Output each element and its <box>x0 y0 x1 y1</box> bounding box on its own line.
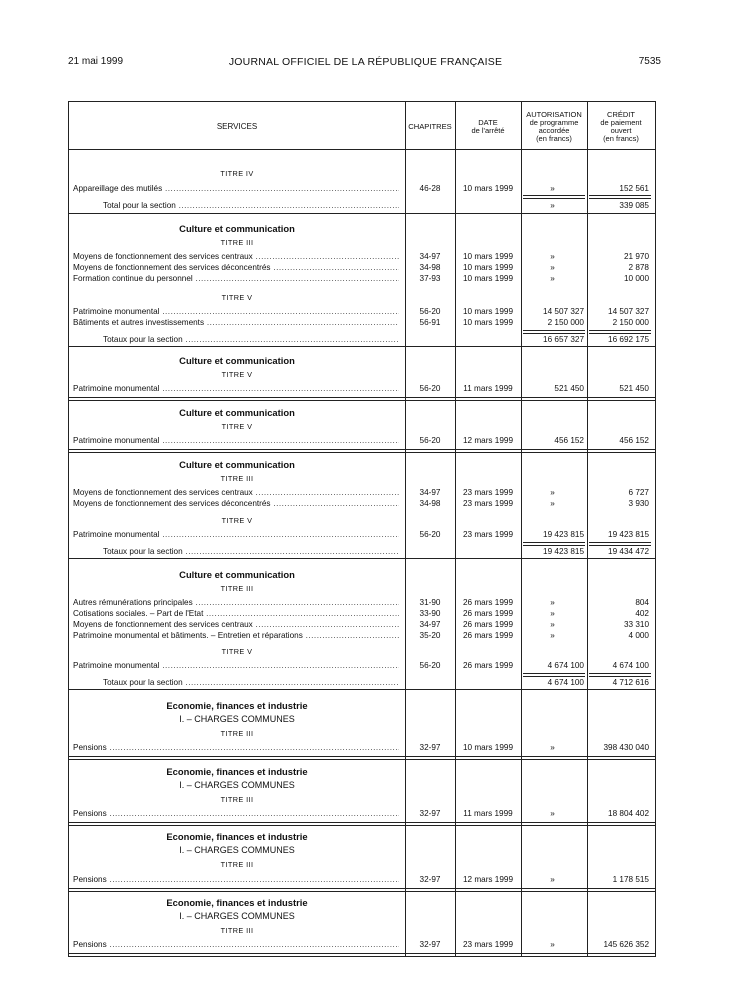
titre-heading: TITRE III <box>220 795 254 804</box>
autorisation: » <box>550 743 555 752</box>
service-label: Patrimoine monumental ..... <box>73 530 399 540</box>
table-row <box>69 661 655 671</box>
credit: 10 000 <box>623 274 649 283</box>
col-credit-line: ouvert <box>610 126 632 135</box>
titre-heading: TITRE V <box>221 293 253 302</box>
table-row <box>69 631 655 641</box>
service-label: Moyens de fonctionnement des services centraux ..... <box>73 488 399 498</box>
chapitre: 56-20 <box>419 661 441 670</box>
table-row <box>69 318 655 328</box>
table-row <box>69 530 655 540</box>
arrete-date: 11 mars 1999 <box>463 384 513 393</box>
autorisation: 2 150 000 <box>547 318 584 327</box>
autorisation: 16 657 327 <box>543 335 584 344</box>
table-row <box>69 274 655 284</box>
section-title: Economie, finances et industrie <box>166 897 308 908</box>
credit: 18 804 402 <box>608 809 649 818</box>
autorisation: 456 152 <box>554 436 584 445</box>
col-aut-line: accordée <box>538 126 570 135</box>
total-row <box>69 335 655 345</box>
col-credit-line: de paiement <box>600 118 642 127</box>
arrete-date: 10 mars 1999 <box>462 274 514 283</box>
total-label: Total pour la section ..... <box>103 201 399 211</box>
service-label: Patrimoine monumental ..... <box>73 307 399 317</box>
credit: 398 430 040 <box>603 743 649 752</box>
service-label: Moyens de fonctionnement des services centraux ..... <box>73 252 399 262</box>
titre-heading: TITRE III <box>220 584 254 593</box>
total-rule <box>589 195 651 199</box>
credit: 3 930 <box>628 499 649 508</box>
table-row <box>69 488 655 498</box>
credit: 33 310 <box>623 620 649 629</box>
chapitre: 32-97 <box>419 809 441 818</box>
chapitre: 32-97 <box>419 743 441 752</box>
col-aut-line: AUTORISATION <box>526 110 582 119</box>
col-credit-line: (en francs) <box>603 134 639 143</box>
table-row <box>69 499 655 509</box>
credits-table <box>68 101 656 957</box>
autorisation: » <box>550 875 555 884</box>
autorisation: » <box>550 499 555 508</box>
titre-heading: TITRE III <box>220 238 254 247</box>
total-label: Totaux pour la section ..... <box>103 678 399 688</box>
section-rule <box>69 449 655 453</box>
section-title: Economie, finances et industrie <box>166 766 308 777</box>
credit: 456 152 <box>619 436 649 445</box>
table-row <box>69 598 655 608</box>
total-rule <box>589 673 651 677</box>
arrete-date: 12 mars 1999 <box>462 436 514 445</box>
service-label: Appareillage des mutilés ..... <box>73 184 399 194</box>
section-title: Culture et communication <box>179 223 295 234</box>
section-rule <box>69 397 655 401</box>
service-label: Patrimoine monumental ..... <box>73 661 399 671</box>
chapitre: 56-20 <box>419 384 441 393</box>
table-row <box>69 263 655 273</box>
credit: 339 085 <box>619 201 649 210</box>
autorisation: 4 674 100 <box>547 661 584 670</box>
autorisation: » <box>550 488 555 497</box>
chapitre: 32-97 <box>419 940 441 949</box>
total-rule <box>523 673 585 677</box>
autorisation: » <box>550 201 555 210</box>
service-label: Patrimoine monumental ..... <box>73 384 399 394</box>
arrete-date: 12 mars 1999 <box>462 875 514 884</box>
autorisation: 521 450 <box>554 384 584 393</box>
service-label: Patrimoine monumental et bâtiments. – Entretien et réparations ..... <box>73 631 399 641</box>
section-rule <box>69 346 655 347</box>
arrete-date: 23 mars 1999 <box>462 488 514 497</box>
chapitre: 37-93 <box>419 274 441 283</box>
chapitre: 34-97 <box>419 620 441 629</box>
section-subtitle: I. – CHARGES COMMUNES <box>179 780 295 790</box>
arrete-date: 10 mars 1999 <box>462 263 514 272</box>
col-aut-line: (en francs) <box>536 134 572 143</box>
col-date-line: de l'arrêté <box>471 126 505 135</box>
autorisation: » <box>550 274 555 283</box>
col-chapitres: CHAPITRES <box>408 122 452 131</box>
section-rule <box>69 953 655 957</box>
chapitre: 56-20 <box>419 530 441 539</box>
table-row <box>69 940 655 950</box>
credit: 521 450 <box>619 384 649 393</box>
chapitre: 56-20 <box>419 307 441 316</box>
autorisation: » <box>550 620 555 629</box>
chapitre: 34-97 <box>419 252 441 261</box>
service-label: Autres rémunérations principales ..... <box>73 598 399 608</box>
section-title: Culture et communication <box>179 355 295 366</box>
chapitre: 33-90 <box>419 609 441 618</box>
table-row <box>69 436 655 446</box>
table-row <box>69 184 655 194</box>
arrete-date: 23 mars 1999 <box>462 499 514 508</box>
section-title: Culture et communication <box>179 459 295 470</box>
titre-heading: TITRE IV <box>220 169 254 178</box>
service-label: Bâtiments et autres investissements ..... <box>73 318 399 328</box>
service-label: Moyens de fonctionnement des services centraux ..... <box>73 620 399 630</box>
table-row <box>69 252 655 262</box>
titre-heading: TITRE III <box>220 474 254 483</box>
autorisation: 19 423 815 <box>543 530 584 539</box>
total-rule <box>523 542 585 546</box>
section-subtitle: I. – CHARGES COMMUNES <box>179 845 295 855</box>
autorisation: 19 423 815 <box>543 547 584 556</box>
arrete-date: 10 mars 1999 <box>462 743 514 752</box>
chapitre: 34-98 <box>419 263 441 272</box>
total-rule <box>523 330 585 334</box>
autorisation: 14 507 327 <box>543 307 584 316</box>
table-row <box>69 620 655 630</box>
section-rule <box>69 558 655 559</box>
chapitre: 32-97 <box>419 875 441 884</box>
section-rule <box>69 213 655 214</box>
arrete-date: 10 mars 1999 <box>462 318 514 327</box>
credit: 804 <box>635 598 649 607</box>
chapitre: 56-91 <box>419 318 441 327</box>
col-services: SERVICES <box>216 122 258 131</box>
service-label: Formation continue du personnel ..... <box>73 274 399 284</box>
section-rule <box>69 822 655 826</box>
section-rule <box>69 756 655 760</box>
arrete-date: 10 mars 1999 <box>462 307 514 316</box>
chapitre: 31-90 <box>419 598 441 607</box>
section-subtitle: I. – CHARGES COMMUNES <box>179 911 295 921</box>
total-label: Totaux pour la section ..... <box>103 547 399 557</box>
table-row <box>69 609 655 619</box>
arrete-date: 26 mars 1999 <box>462 609 514 618</box>
total-label: Totaux pour la section ..... <box>103 335 399 345</box>
section-rule <box>69 689 655 690</box>
section-title: Economie, finances et industrie <box>166 700 308 711</box>
table-row <box>69 307 655 317</box>
autorisation: » <box>550 263 555 272</box>
titre-heading: TITRE V <box>221 422 253 431</box>
section-title: Economie, finances et industrie <box>166 831 308 842</box>
credit: 152 561 <box>619 184 649 193</box>
service-label: Pensions ..... <box>73 940 399 950</box>
titre-heading: TITRE V <box>221 370 253 379</box>
table-row <box>69 384 655 394</box>
service-label: Pensions ..... <box>73 809 399 819</box>
table-row <box>69 875 655 885</box>
autorisation: » <box>550 598 555 607</box>
credit: 2 150 000 <box>612 318 649 327</box>
total-row <box>69 547 655 557</box>
chapitre: 34-97 <box>419 488 441 497</box>
section-rule <box>69 888 655 892</box>
credit: 6 727 <box>628 488 649 497</box>
col-credit-line: CRÉDIT <box>607 110 635 119</box>
table-row <box>69 809 655 819</box>
credit: 4 674 100 <box>612 661 649 670</box>
autorisation: » <box>550 252 555 261</box>
credit: 21 970 <box>623 252 649 261</box>
titre-heading: TITRE V <box>221 647 253 656</box>
journal-title: JOURNAL OFFICIEL DE LA RÉPUBLIQUE FRANÇAISE <box>228 56 503 68</box>
credit: 4 712 616 <box>612 678 649 687</box>
table-row <box>69 743 655 753</box>
credit: 1 178 515 <box>612 875 649 884</box>
section-subtitle: I. – CHARGES COMMUNES <box>179 714 295 724</box>
autorisation: » <box>550 809 555 818</box>
arrete-date: 10 mars 1999 <box>462 252 514 261</box>
arrete-date: 23 mars 1999 <box>462 530 514 539</box>
credit: 2 878 <box>628 263 649 272</box>
page-number: 7535 <box>638 56 661 67</box>
col-date-line: DATE <box>478 118 498 127</box>
arrete-date: 26 mars 1999 <box>462 661 514 670</box>
total-rule <box>589 542 651 546</box>
service-label: Moyens de fonctionnement des services déconcentrés ..... <box>73 499 399 509</box>
arrete-date: 26 mars 1999 <box>462 631 514 640</box>
credit: 4 000 <box>628 631 649 640</box>
titre-heading: TITRE V <box>221 516 253 525</box>
chapitre: 34-98 <box>419 499 441 508</box>
titre-heading: TITRE III <box>220 860 254 869</box>
chapitre: 46-28 <box>419 184 441 193</box>
service-label: Pensions ..... <box>73 743 399 753</box>
autorisation: » <box>550 609 555 618</box>
arrete-date: 26 mars 1999 <box>462 598 514 607</box>
arrete-date: 11 mars 1999 <box>463 809 513 818</box>
col-aut-line: de programme <box>529 118 579 127</box>
service-label: Moyens de fonctionnement des services déconcentrés ..... <box>73 263 399 273</box>
credit: 145 626 352 <box>603 940 649 949</box>
section-title: Culture et communication <box>179 407 295 418</box>
credit: 19 434 472 <box>608 547 649 556</box>
total-row <box>69 678 655 688</box>
chapitre: 56-20 <box>419 436 441 445</box>
total-row <box>69 201 655 211</box>
credit: 402 <box>635 609 649 618</box>
arrete-date: 10 mars 1999 <box>462 184 514 193</box>
section-title: Culture et communication <box>179 569 295 580</box>
service-label: Cotisations sociales. – Part de l'Etat ..... <box>73 609 399 619</box>
total-rule <box>523 195 585 199</box>
chapitre: 35-20 <box>419 631 441 640</box>
credit: 19 423 815 <box>608 530 649 539</box>
autorisation: » <box>550 940 555 949</box>
titre-heading: TITRE III <box>220 729 254 738</box>
autorisation: » <box>550 631 555 640</box>
arrete-date: 23 mars 1999 <box>462 940 514 949</box>
titre-heading: TITRE III <box>220 926 254 935</box>
header-date: 21 mai 1999 <box>68 56 124 67</box>
credit: 14 507 327 <box>608 307 649 316</box>
arrete-date: 26 mars 1999 <box>462 620 514 629</box>
autorisation: » <box>550 184 555 193</box>
autorisation: 4 674 100 <box>547 678 584 687</box>
service-label: Patrimoine monumental ..... <box>73 436 399 446</box>
service-label: Pensions ..... <box>73 875 399 885</box>
credit: 16 692 175 <box>608 335 649 344</box>
total-rule <box>589 330 651 334</box>
